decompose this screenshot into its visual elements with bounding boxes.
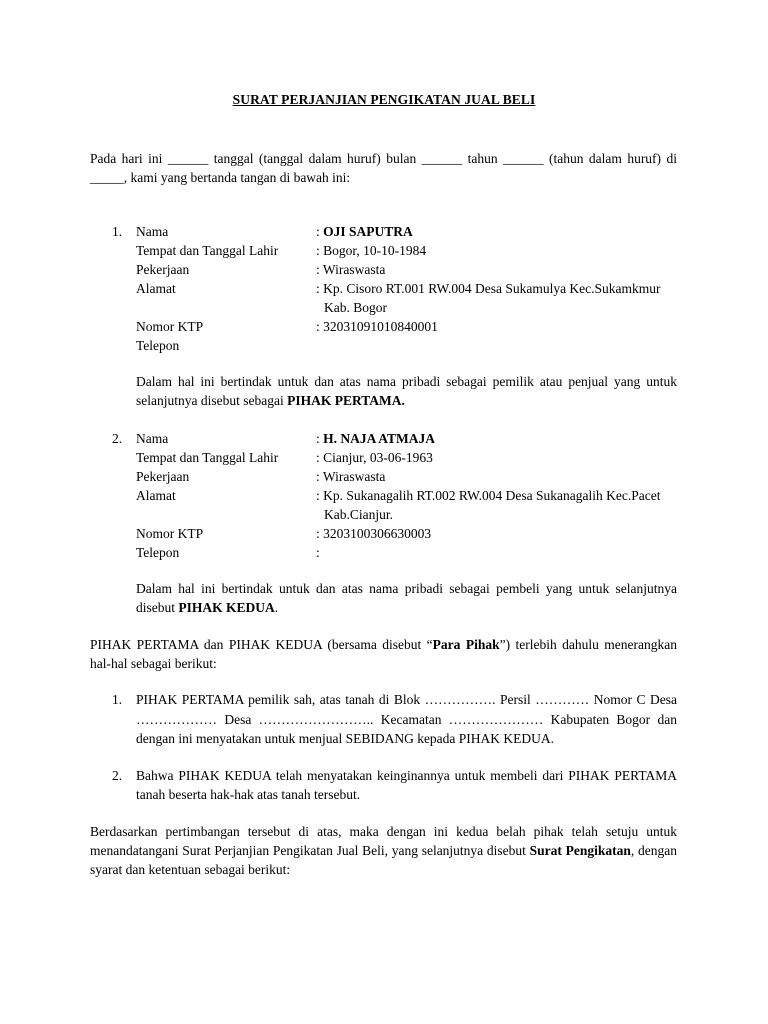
party-2-label: Alamat — [136, 488, 176, 503]
party-2-row-name — [112, 429, 682, 448]
party-2-row-birth — [112, 448, 682, 467]
party-2-role-bold: PIHAK KEDUA — [178, 600, 275, 615]
party-2-number: 2. — [112, 431, 123, 446]
party-2-role-text: Dalam hal ini bertindak untuk dan atas nama pribadi sebagai pembeli yang untuk selanjutnya disebut — [136, 581, 677, 615]
list-item — [112, 766, 677, 805]
party-2-value: : — [316, 545, 320, 560]
closing-pre: Berdasarkan pertimbangan tersebut di atas, maka dengan ini kedua belah pihak telah setuju untuk menandatangani Surat Perjanjian Pengikatan Jual Beli, yang selanjutnya disebut — [90, 824, 677, 858]
party-1-name-value: : OJI SAPUTRA — [316, 224, 413, 239]
party-1-value: : Bogor, 10-10-1984 — [316, 243, 427, 258]
list-item-number: 1. — [112, 692, 123, 707]
party-1-label: Nama — [136, 224, 169, 239]
party-2-label: Telepon — [136, 545, 180, 560]
party-1-value: : Wiraswasta — [316, 262, 386, 277]
parties-intro-pre: PIHAK PERTAMA dan PIHAK KEDUA (bersama disebut “ — [90, 637, 433, 652]
parties-intro-paragraph — [90, 635, 677, 673]
party-1-row-address-cont — [112, 298, 682, 317]
party-2-value: : 3203100306630003 — [316, 526, 432, 541]
list-item-number: 2. — [112, 767, 123, 783]
party-1-label: Telepon — [136, 338, 180, 353]
party-1-label: Nomor KTP — [136, 319, 204, 334]
party-2-label: Nama — [136, 431, 169, 446]
party-2-row-ktp — [112, 524, 682, 543]
party-2-label: Nomor KTP — [136, 526, 204, 541]
party-1-number: 1. — [112, 224, 123, 239]
parties-intro-bold: Para Pihak — [432, 637, 500, 652]
party-2-name: H. NAJA ATMAJA — [323, 431, 436, 446]
party-1-row-birth — [112, 241, 682, 260]
party-1-label: Tempat dan Tanggal Lahir — [136, 243, 279, 258]
party-1-role-paragraph — [136, 372, 677, 410]
party-1-details — [112, 222, 682, 355]
points-list — [112, 690, 677, 805]
party-1-row-address — [112, 279, 682, 298]
party-2-role-end: . — [274, 600, 279, 615]
party-1-row-job — [112, 260, 682, 279]
party-2-row-phone — [112, 543, 682, 562]
list-item-text: Bahwa PIHAK KEDUA telah menyatakan keinginannya untuk membeli dari PIHAK PERTAMA tanah beserta hak-hak atas tanah tersebut. — [136, 767, 677, 802]
party-2-name-value: : H. NAJA ATMAJA — [316, 431, 436, 446]
party-1-value: Kab. Bogor — [324, 300, 387, 315]
document-title: SURAT PERJANJIAN PENGIKATAN JUAL BELI — [232, 92, 536, 107]
party-2-value: Kab.Cianjur. — [324, 507, 393, 522]
closing-post: , dengan syarat dan ketentuan sebagai berikut: — [90, 843, 678, 877]
party-1-row-phone — [112, 336, 682, 355]
party-2-row-job — [112, 467, 682, 486]
party-2-value: : Cianjur, 03-06-1963 — [316, 450, 433, 465]
party-2-label: Tempat dan Tanggal Lahir — [136, 450, 279, 465]
party-1-value: : 32031091010840001 — [316, 319, 438, 334]
party-2-role-paragraph — [136, 579, 677, 617]
party-1-label: Alamat — [136, 281, 176, 296]
party-1-value: : Kp. Cisoro RT.001 RW.004 Desa Sukamulya Kec.Sukamkmur — [316, 281, 661, 296]
party-1-label: Pekerjaan — [136, 262, 190, 277]
list-item — [112, 690, 677, 749]
party-2-row-address-cont — [112, 505, 682, 524]
party-1-row-ktp — [112, 317, 682, 336]
party-2-details — [112, 429, 682, 562]
closing-bold: Surat Pengikatan — [529, 843, 631, 858]
closing-paragraph — [90, 822, 677, 879]
party-1-role-text: Dalam hal ini bertindak untuk dan atas nama pribadi sebagai pemilik atau penjual yang untuk selanjutnya disebut sebagai — [136, 374, 677, 408]
party-2-label: Pekerjaan — [136, 469, 190, 484]
party-2-value: : Wiraswasta — [316, 469, 386, 484]
party-1-name: OJI SAPUTRA — [323, 224, 413, 239]
intro-paragraph: Pada hari ini ______ tanggal (tanggal dalam huruf) bulan ______ tahun ______ (tahun dalam huruf) di _____, kami yang bertanda tangan di bawah ini: — [90, 151, 677, 185]
list-item-text: PIHAK PERTAMA pemilik sah, atas tanah di Blok ……………. Persil ………… Nomor C Desa ……………… Desa …………………….. Kecamatan ………………… Kabupaten Bogor dan dengan ini menyatakan untuk menjual SEBIDANG kepada PIHAK KEDUA. — [136, 692, 677, 746]
party-2-row-address — [112, 486, 682, 505]
parties-intro-post: ”) terlebih dahulu menerangkan hal-hal sebagai berikut: — [90, 637, 677, 671]
party-1-role-bold: PIHAK PERTAMA. — [287, 393, 405, 408]
party-1-row-name — [112, 222, 682, 241]
party-2-value: : Kp. Sukanagalih RT.002 RW.004 Desa Sukanagalih Kec.Pacet — [316, 488, 661, 503]
